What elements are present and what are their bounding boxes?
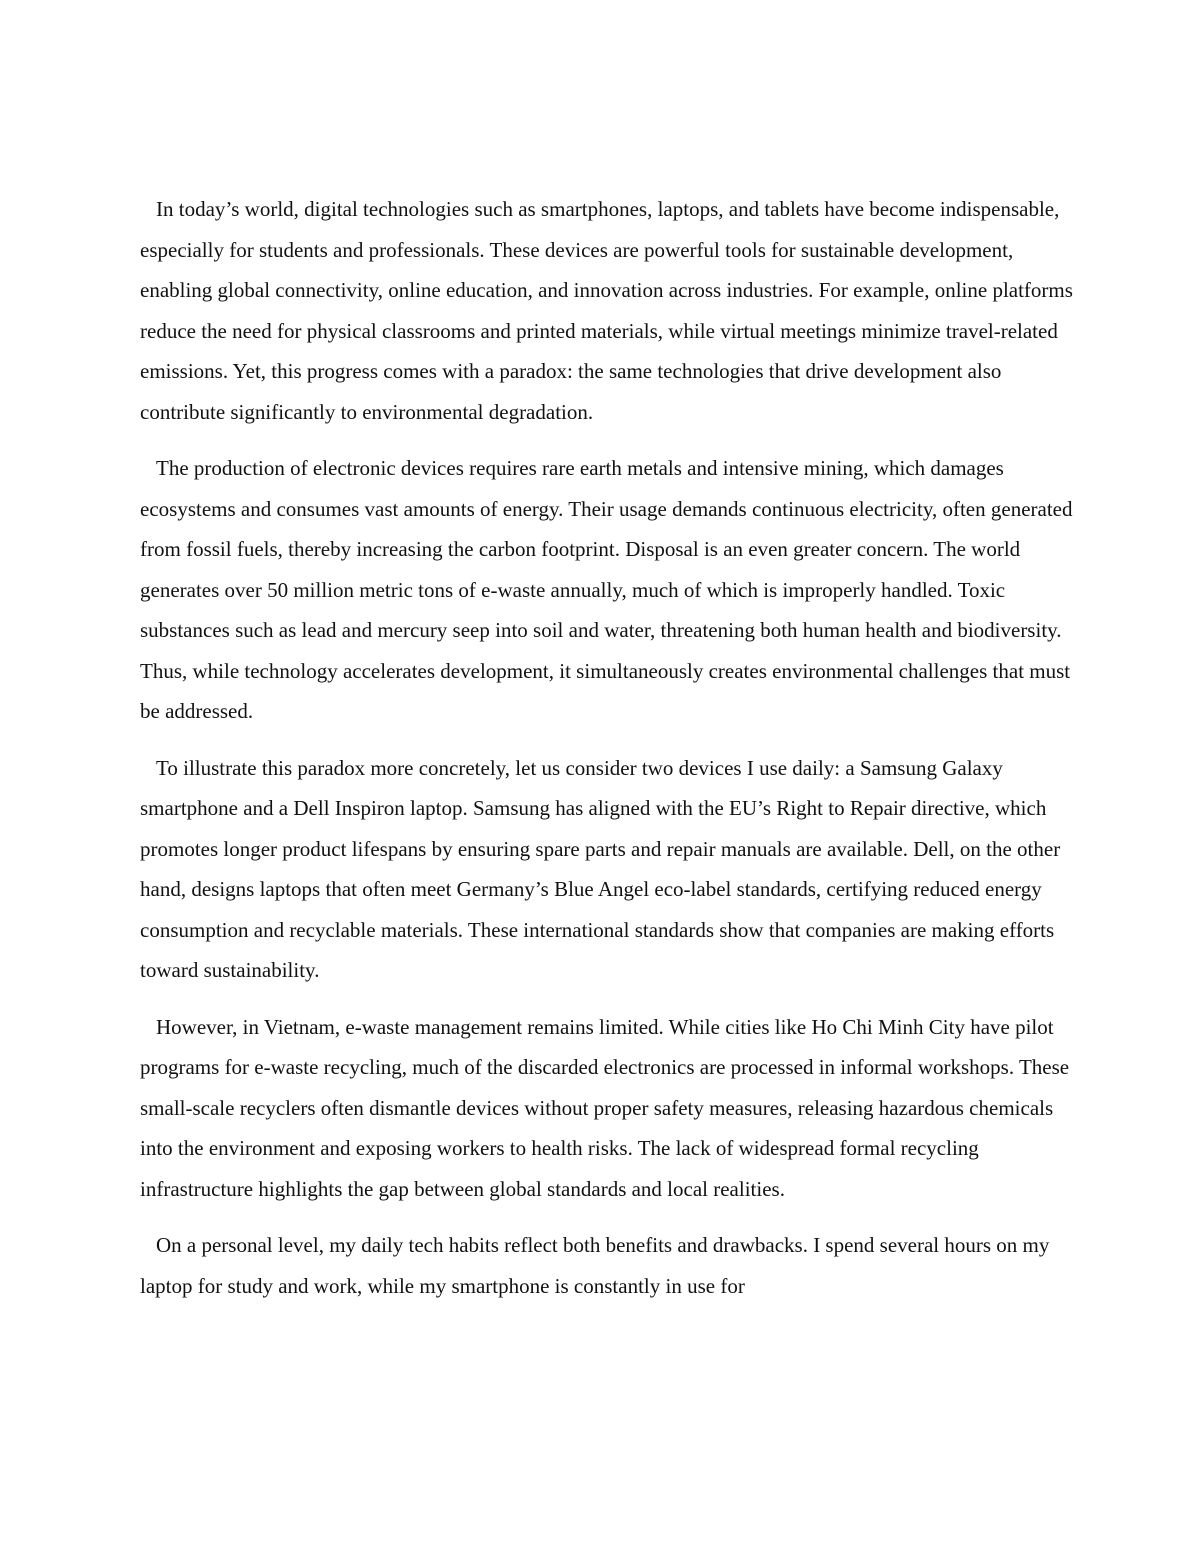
paragraph-4: However, in Vietnam, e-waste management remains limited. While cities like Ho Chi Minh City have pilot programs for e-waste recycling, much of the discarded electronics are processed in informal workshops. These small-scale recyclers often dismantle devices without proper safety measures, releasing hazardous chemicals into the environment and exposing workers to health risks. The lack of widespread formal recycling infrastructure highlights the gap between global standards and local realities.	[140, 1014, 1070, 1201]
paragraph-2: The production of electronic devices requires rare earth metals and intensive mining, which damages ecosystems and consumes vast amounts of energy. Their usage demands continuous electricity, often generated from fossil fuels, thereby increasing the carbon footprint. Disposal is an even greater concern. The world generates over 50 million metric tons of e-waste annually, much of which is improperly handled. Toxic substances such as lead and mercury seep into soil and water, threatening both human health and biodiversity. Thus, while technology accelerates development, it simultaneously creates environmental challenges that must be addressed.	[140, 456, 1073, 723]
document-body	[140, 189, 1085, 1322]
paragraph-5: On a personal level, my daily tech habits reflect both benefits and drawbacks. I spend several hours on my laptop for study and work, while my smartphone is constantly in use for	[140, 1233, 1050, 1298]
paragraph-3: To illustrate this paradox more concretely, let us consider two devices I use daily: a Samsung Galaxy smartphone and a Dell Inspiron laptop. Samsung has aligned with the EU’s Right to Repair directive, which promotes longer product lifespans by ensuring spare parts and repair manuals are available. Dell, on the other hand, designs laptops that often meet Germany’s Blue Angel eco-label standards, certifying reduced energy consumption and recyclable materials. These international standards show that companies are making efforts toward sustainability.	[140, 755, 1061, 982]
paragraph-1: In today’s world, digital technologies such as smartphones, laptops, and tablets have become indispensable, especially for students and professionals. These devices are powerful tools for sustainable development, enabling global connectivity, online education, and innovation across industries. For example, online platforms reduce the need for physical classrooms and printed materials, while virtual meetings minimize travel-related emissions. Yet, this progress comes with a paradox: the same technologies that drive development also contribute significantly to environmental degradation.	[140, 197, 1073, 424]
